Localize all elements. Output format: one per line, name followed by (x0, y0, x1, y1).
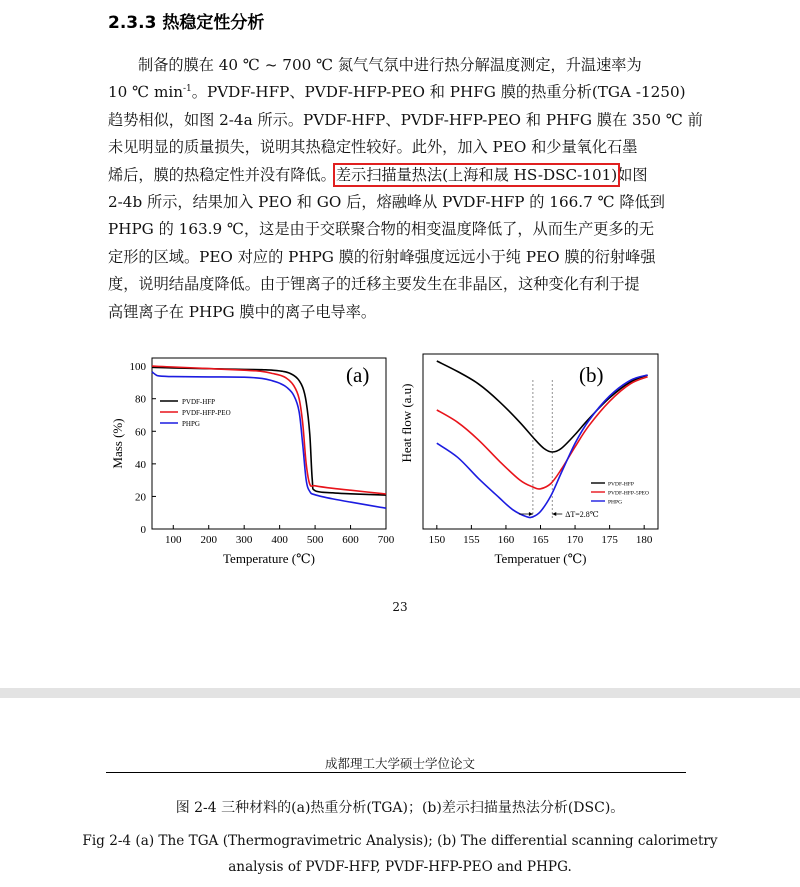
panel-label: (b) (579, 363, 604, 387)
tga-chart (100, 346, 400, 576)
plot-frame (423, 354, 658, 529)
x-axis-label: Temperatuer (℃) (494, 551, 587, 566)
y-axis-label: Heat flow (a.u) (399, 383, 414, 463)
rate-value: 10 ℃ min (108, 83, 184, 102)
legend-label-2: PHPG (608, 499, 623, 506)
dsc-chart-svg (395, 346, 665, 576)
header-rule (106, 772, 686, 773)
y-tick-label-4: 80 (135, 393, 146, 406)
panel-label: (a) (346, 363, 370, 387)
x-tick-label-0: 150 (428, 534, 446, 546)
figure-caption-english-line-2: analysis of PVDF-HFP, PVDF-HFP-PEO and PHPG. (228, 859, 572, 875)
paragraph-line-5-start: 烯后，膜的热稳定性并没有降低。 (108, 165, 336, 184)
delta-arrow-left-head (529, 512, 533, 516)
legend-label-0: PVDF-HFP (608, 481, 634, 488)
x-tick-label-2: 300 (235, 534, 253, 546)
x-tick-label-3: 400 (271, 534, 288, 546)
running-header: 成都理工大学硕士学位论文 (324, 756, 475, 771)
x-tick-label-5: 600 (342, 534, 359, 546)
x-tick-label-5: 175 (601, 534, 618, 546)
x-tick-label-4: 500 (306, 534, 324, 546)
series-line-1 (437, 377, 648, 489)
delta-t-annotation: ΔT=2.8℃ (565, 510, 599, 519)
y-axis-label: Mass (%) (110, 418, 125, 469)
x-tick-label-2: 160 (497, 534, 515, 546)
y-tick-label-1: 20 (135, 491, 146, 504)
paragraph-line-1: 制备的膜在 40 ℃ ~ 700 ℃ 氮气气氛中进行热分解温度测定，升温速率为 (138, 56, 642, 74)
paragraph-line-5-end: 如图 (617, 165, 648, 184)
page-number: 23 (392, 600, 408, 614)
x-tick-label-6: 700 (377, 534, 395, 546)
paragraph-line-4: 未见明显的质量损失，说明其热稳定性较好。此外，加入 PEO 和少量氧化石墨 (108, 138, 638, 157)
paragraph-line-2-rest: 。PVDF-HFP、PVDF-HFP-PEO 和 PHFG 膜的热重分析(TGA -1250) (191, 83, 686, 102)
legend-label-1: PVDF-HFP-PEO (182, 409, 231, 417)
x-tick-label-6: 180 (635, 534, 653, 546)
paragraph-line-2 (108, 79, 688, 106)
x-tick-label-0: 100 (165, 534, 182, 546)
x-tick-label-4: 170 (566, 534, 584, 546)
y-tick-label-5: 100 (129, 361, 146, 374)
paragraph-line-8: 定形的区域。PEO 对应的 PHPG 膜的衍射峰强度远远小于纯 PEO 膜的衍射峰强 (108, 247, 656, 266)
highlighted-text: 差示扫描量热法(上海和晟 HS-DSC-101) (335, 165, 618, 184)
rate-exponent: -1 (183, 84, 192, 95)
figure-caption-english (0, 828, 800, 880)
delta-arrow-right-head (552, 512, 556, 516)
series-line-0 (437, 361, 648, 452)
tga-chart-svg (100, 346, 400, 576)
x-tick-label-1: 200 (200, 534, 217, 546)
legend-label-1: PVDF-HFP-5PEO (608, 490, 649, 497)
series-line-phpg (152, 372, 386, 508)
section-number: 2.3.3 (108, 13, 157, 33)
y-tick-label-0: 0 (140, 524, 146, 536)
y-tick-label-3: 60 (135, 426, 146, 439)
legend-label-2: PHPG (182, 420, 200, 428)
x-axis-label: Temperature (℃) (223, 551, 315, 566)
figure-caption-chinese: 图 2-4 三种材料的(a)热重分析(TGA)；(b)差示扫描量热法分析(DSC)。 (175, 800, 625, 816)
figure-caption-english-line-1: Fig 2-4 (a) The TGA (Thermogravimetric Analysis); (b) The differential scanning calorimetry (82, 833, 718, 849)
dsc-chart (395, 346, 665, 576)
page-separator (0, 688, 800, 698)
legend-label-0: PVDF-HFP (182, 398, 216, 406)
section-heading (108, 8, 264, 33)
paragraph-line-7: PHPG 的 163.9 ℃，这是由于交联聚合物的相变温度降低了，从而生产更多的无 (108, 220, 655, 239)
y-tick-label-2: 40 (135, 458, 146, 471)
paragraph-line-3: 趋势相似，如图 2-4a 所示。PVDF-HFP、PVDF-HFP-PEO 和 PHFG 膜在 350 ℃ 前 (108, 110, 703, 129)
x-tick-label-1: 155 (463, 534, 480, 546)
body-paragraph (108, 52, 703, 326)
paragraph-line-10: 高锂离子在 PHPG 膜中的离子电导率。 (108, 302, 377, 321)
x-tick-label-3: 165 (532, 534, 549, 546)
paragraph-line-6: 2-4b 所示，结果加入 PEO 和 GO 后，熔融峰从 PVDF-HFP 的 166.7 ℃ 降低到 (108, 193, 665, 212)
paragraph-line-9: 度，说明结晶度降低。由于锂离子的迁移主要发生在非晶区，这种变化有利于提 (108, 275, 640, 294)
paragraph-line-5 (108, 162, 688, 189)
section-title: 热稳定性分析 (162, 13, 265, 33)
